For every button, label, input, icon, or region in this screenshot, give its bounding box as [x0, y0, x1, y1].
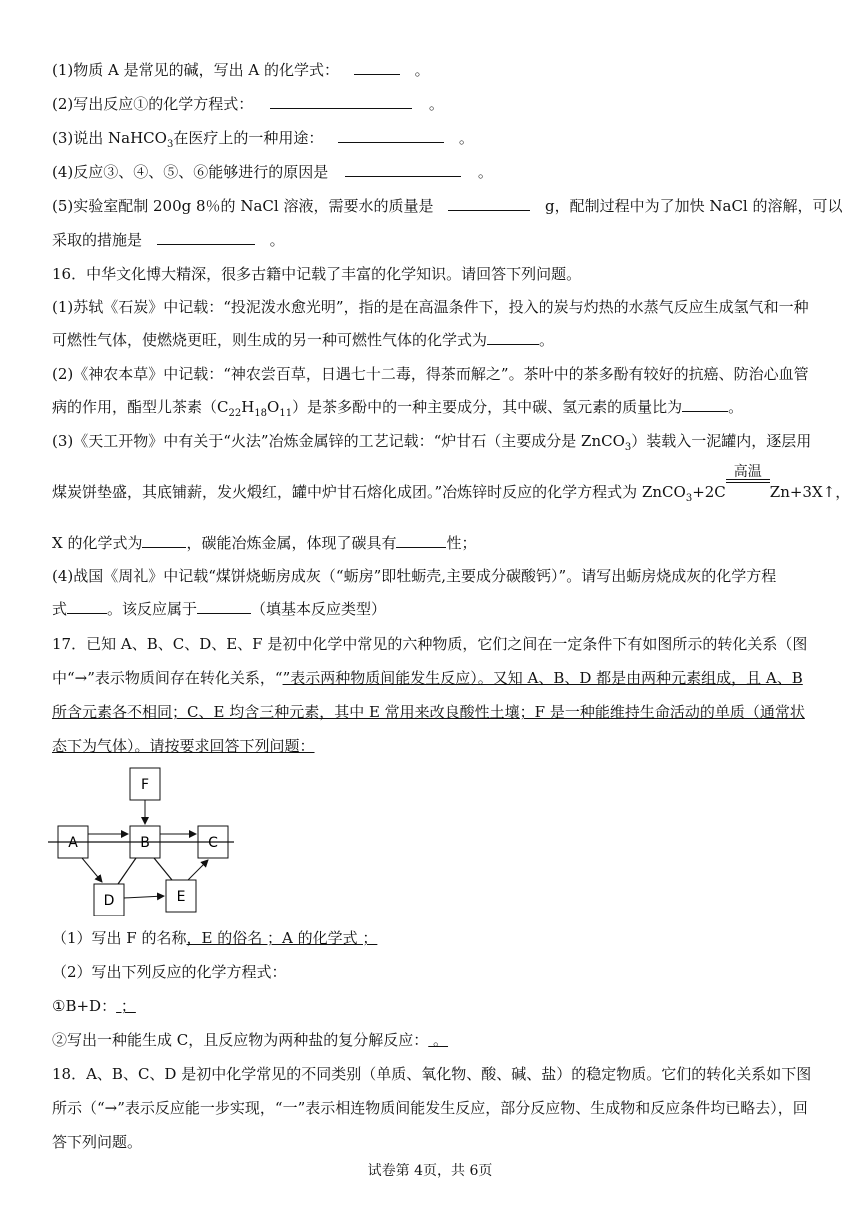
q15-p1-end: 。 [414, 61, 430, 79]
subscript: 3 [685, 493, 693, 504]
label-e: E [176, 889, 186, 905]
answer-blank[interactable] [396, 533, 446, 548]
q15-p3-text: (3)说出 NaHCO [52, 129, 167, 147]
q18-line2: 所示（“→”表示反应能一步实现，“一”表示相连物质间能发生反应，部分反应物、生成物和反应条件均已略去），回 [52, 1099, 808, 1117]
q15-p2-text: (2)写出反应①的化学方程式： [52, 95, 254, 113]
answer-blank[interactable] [487, 330, 539, 345]
q16-p3-line2-text: 煤炭饼垫盛，其底铺薪，发火煅红，罐中炉甘石熔化成团。”冶炼锌时反应的化学方程式为 ZnCO [52, 483, 686, 501]
q16-p2-line1: (2)《神农本草》中记载：“神农尝百草，日遇七十二毒，得茶而解之”。茶叶中的茶多酚有较好的抗癌、防治心血管 [52, 365, 809, 383]
q16-p1-line1: (1)苏轼《石炭》中记载：“投泥泼水愈光明”，指的是在高温条件下，投入的炭与灼热的水蒸气反应生成氢气和一种 [52, 298, 809, 316]
q15-p5-end: 。 [269, 231, 285, 249]
q15-part5 [52, 196, 843, 216]
q18-line1: 18．A、B、C、D 是初中化学常见的不同类别（单质、氧化物、酸、碱、盐）的稳定物质。它们的转化关系如下图 [52, 1065, 812, 1083]
subscript: 3 [624, 442, 632, 453]
label-d: D [103, 893, 115, 909]
q16-p3-line1-text: (3)《天工开物》中有关于“火法”冶炼金属锌的工艺记载：“炉甘石（主要成分是 ZnCO [52, 432, 625, 450]
q15-p3-end: 。 [458, 129, 474, 147]
q15-p5-mid: g，配制过程中为了加快 NaCl 的溶解，可以 [545, 197, 843, 215]
q16-p3-line2-post: Zn+3X↑， [769, 483, 851, 501]
q16-p3-line1 [52, 431, 811, 458]
q15-part4 [52, 162, 493, 182]
q17-part4 [52, 1030, 448, 1050]
q17-p3-underlined: ； [116, 997, 136, 1015]
q18-line3: 答下列问题。 [52, 1133, 143, 1151]
relation-diagram [48, 764, 248, 916]
q16-p1-line2 [52, 330, 554, 350]
q17-line3: 所含元素各不相同；C、E 均含三种元素，其中 E 常用来改良酸性土壤；F 是一种能维持生命活动的单质（通常状 [52, 703, 805, 721]
label-a: A [68, 835, 78, 851]
arrow-e-to-c [188, 860, 208, 880]
q17-line2-text: 中“→”表示物质间存在转化关系，“ [52, 669, 283, 687]
q15-p5-text: (5)实验室配制 200g 8％的 NaCl 溶液，需要水的质量是 [52, 197, 434, 215]
q15-part3 [52, 128, 474, 155]
condition-label: 高温 [733, 464, 762, 480]
answer-blank[interactable] [67, 599, 107, 614]
q16-p3-line2-mid: +2C [692, 483, 726, 501]
q16-p3-line3-text: X 的化学式为 [52, 534, 143, 552]
reaction-b-d [118, 858, 136, 884]
formula-element: H [241, 398, 255, 416]
q17-p4-text: ②写出一种能生成 C，且反应物为两种盐的复分解反应： [52, 1031, 429, 1049]
q17-part3 [52, 996, 136, 1016]
page-footer: 试卷第 4页，共 6页 [367, 1163, 493, 1179]
q16-p4-line2-text: 式 [52, 600, 68, 618]
q15-p4-text: (4)反应③、④、⑤、⑥能够进行的原因是 [52, 163, 329, 181]
q16-p2-end: 。 [728, 398, 744, 416]
q16-p2-line2-post: ）是茶多酚中的一种主要成分，其中碳、氢元素的质量比为 [292, 398, 683, 416]
q16-p4-line2-mid: 。该反应属于 [107, 600, 198, 618]
q17-p1-underlined: ，E 的俗名 ；A 的化学式 ； [186, 929, 378, 947]
q17-part2: （2）写出下列反应的化学方程式： [52, 963, 287, 981]
label-c: C [208, 835, 218, 851]
arrow-a-to-d [82, 858, 102, 882]
formula-element: O [267, 398, 280, 416]
q16-p3-line2 [52, 464, 851, 509]
answer-blank[interactable] [682, 397, 728, 412]
q15-p4-end: 。 [477, 163, 493, 181]
q16-p1-end: 。 [539, 331, 555, 349]
answer-blank[interactable] [448, 196, 530, 211]
label-b: B [140, 835, 150, 851]
q15-part1 [52, 60, 430, 80]
q15-p5-line2-text: 采取的措施是 [52, 231, 143, 249]
answer-blank[interactable] [197, 599, 251, 614]
q17-line1: 17．已知 A、B、C、D、E、F 是初中化学中常见的六种物质，它们之间在一定条件下有如图所示的转化关系（图 [52, 635, 808, 653]
arrow-d-to-e [124, 896, 164, 898]
q16-p3-line3-end: 性； [446, 534, 477, 552]
q15-part5-line2 [52, 230, 285, 250]
q17-p4-underlined: 。 [428, 1031, 449, 1049]
q17-p1-text: （1）写出 F 的名称 [52, 929, 187, 947]
q17-line2-underlined: ”表示两种物质间能发生反应）。又知 A、B、D 都是由两种元素组成，且 A、B [282, 669, 803, 687]
q16-p4-line1: (4)战国《周礼》中记载“煤饼烧蛎房成灰（“蛎房”即牡蛎壳,主要成分碳酸钙）”。请写出蛎房烧成灰的化学方程 [52, 567, 777, 585]
answer-blank[interactable] [338, 128, 444, 143]
reaction-b-e [154, 858, 172, 880]
q15-p2-end: 。 [428, 95, 444, 113]
q17-line4: 态下为气体）。请按要求回答下列问题： [52, 737, 315, 755]
label-f: F [140, 777, 150, 793]
q16-p3-line3-mid: ，碳能冶炼金属，体现了碳具有 [186, 534, 397, 552]
q16-stem: 16．中华文化博大精深，很多古籍中记载了丰富的化学知识。请回答下列问题。 [52, 265, 582, 283]
equals-sign [726, 479, 770, 483]
q17-line2 [52, 668, 803, 688]
q17-part1 [52, 928, 377, 948]
q16-p2-line2 [52, 397, 743, 424]
subscript: 22 [228, 408, 242, 419]
q17-p3-text: ①B+D： [52, 997, 117, 1015]
answer-blank[interactable] [354, 60, 400, 75]
reaction-condition [726, 464, 770, 502]
q16-p3-line3 [52, 533, 476, 553]
answer-blank[interactable] [142, 533, 186, 548]
answer-blank[interactable] [270, 94, 412, 109]
q15-p3-mid: 在医疗上的一种用途： [173, 129, 324, 147]
q15-p1-text: (1)物质 A 是常见的碱，写出 A 的化学式： [52, 61, 339, 79]
subscript: 18 [254, 408, 268, 419]
subscript: 11 [279, 408, 293, 419]
q16-p4-line2 [52, 599, 386, 619]
q15-part2 [52, 94, 444, 114]
q16-p2-line2-text: 病的作用，酯型儿茶素（C [52, 398, 229, 416]
subscript: 3 [166, 139, 174, 150]
q16-p4-line2-end: （填基本反应类型） [251, 600, 387, 618]
q16-p3-line1-post: ）装载入一泥罐内，逐层用 [631, 432, 812, 450]
answer-blank[interactable] [345, 162, 461, 177]
answer-blank[interactable] [157, 230, 255, 245]
q16-p1-line2-text: 可燃性气体，使燃烧更旺，则生成的另一种可燃性气体的化学式为 [52, 331, 488, 349]
